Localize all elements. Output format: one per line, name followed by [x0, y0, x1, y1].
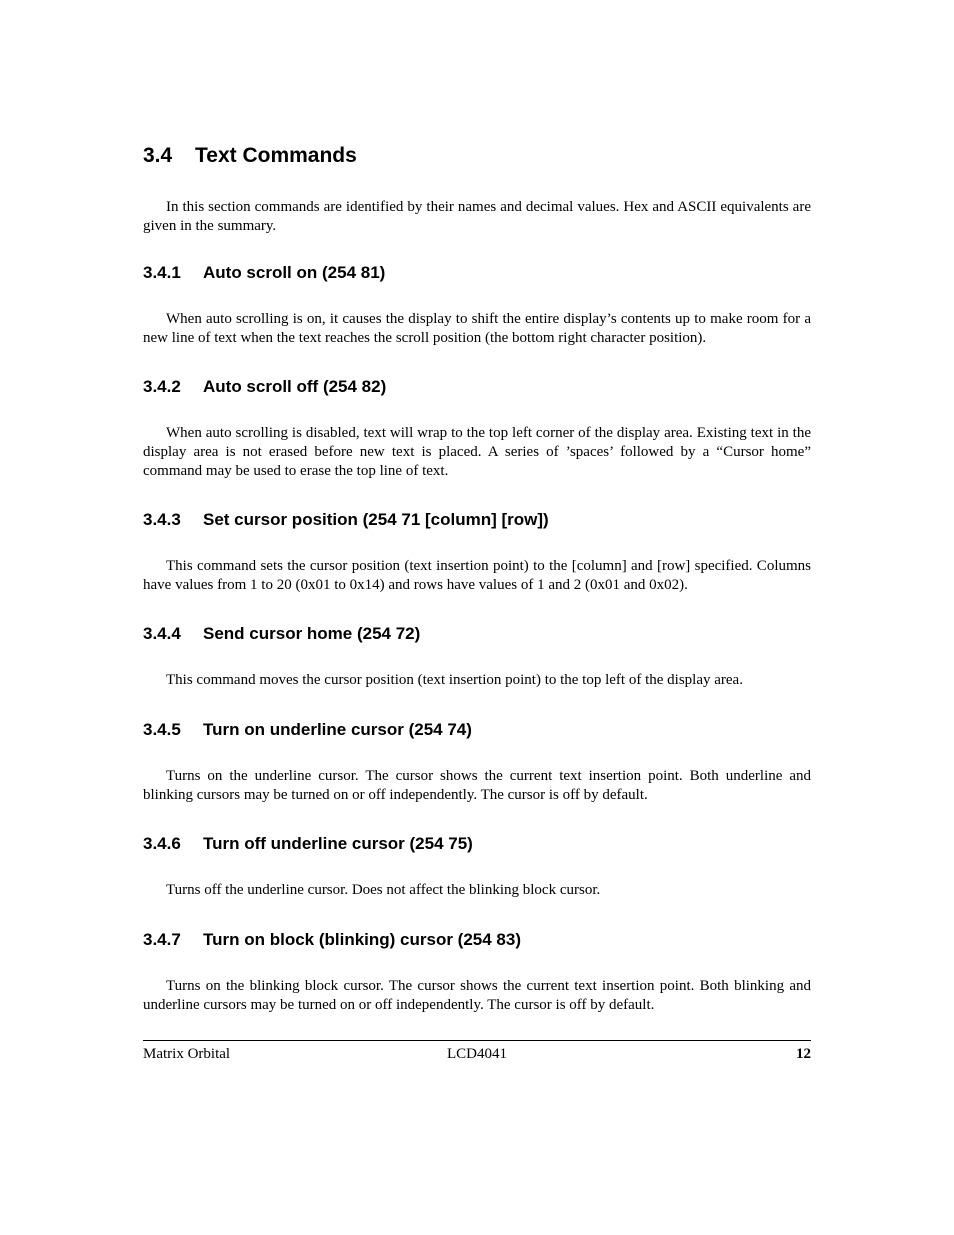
section-heading — [143, 143, 357, 169]
subsection-title: Turn on block (blinking) cursor (254 83) — [203, 930, 522, 949]
subsection-heading — [143, 376, 811, 398]
subsection-heading — [143, 929, 811, 951]
subsection-3-4-1 — [143, 262, 811, 348]
subsection-3-4-7 — [143, 929, 811, 1015]
subsection-body: When auto scrolling is on, it causes the display to shift the entire display’s contents up to make room for a new line of text when the text reaches the scroll position (the bottom right character position). — [143, 311, 811, 346]
subsection-heading — [143, 623, 811, 645]
section-title: Text Commands — [195, 144, 357, 167]
subsection-title: Turn on underline cursor (254 74) — [203, 720, 472, 739]
subsection-heading — [143, 833, 811, 855]
subsection-body: When auto scrolling is disabled, text will wrap to the top left corner of the display area. Existing text in the display area is not erased before new text is placed. A series of ’spaces’ followed by a “Cursor home” command may be used to erase the top line of text. — [143, 425, 811, 479]
subsection-title: Auto scroll off (254 82) — [203, 377, 387, 396]
subsection-number: 3.4.3 — [143, 510, 181, 529]
subsection-body: This command sets the cursor position (text insertion point) to the [column] and [row] specified. Columns have values from 1 to 20 (0x01 to 0x14) and rows have values of 1 and 2 (0x01 and 0x02). — [143, 558, 811, 593]
subsection-title: Send cursor home (254 72) — [203, 624, 421, 643]
subsection-heading — [143, 262, 811, 284]
subsection-number: 3.4.5 — [143, 720, 181, 739]
page-footer — [143, 1040, 811, 1065]
subsection-3-4-4 — [143, 623, 811, 690]
subsection-body: Turns off the underline cursor. Does not affect the blinking block cursor. — [166, 882, 601, 898]
subsection-title: Auto scroll on (254 81) — [203, 263, 386, 282]
subsection-number: 3.4.6 — [143, 834, 181, 853]
section-intro-text: In this section commands are identified by their names and decimal values. Hex and ASCII equivalents are given in the summary. — [143, 199, 811, 234]
footer-page-number: 12 — [796, 1046, 811, 1062]
subsection-body: Turns on the blinking block cursor. The cursor shows the current text insertion point. Both blinking and underline cursors may be turned on or off independently. The cursor is off by default. — [143, 978, 811, 1013]
subsection-body: This command moves the cursor position (text insertion point) to the top left of the display area. — [166, 672, 743, 688]
footer-company: Matrix Orbital — [143, 1046, 231, 1062]
subsection-3-4-3 — [143, 509, 811, 595]
subsection-number: 3.4.7 — [143, 930, 181, 949]
subsection-3-4-2 — [143, 376, 811, 481]
subsection-3-4-5 — [143, 719, 811, 805]
subsection-heading — [143, 509, 811, 531]
footer-product: LCD4041 — [447, 1046, 507, 1062]
document-page — [143, 0, 811, 1235]
subsection-3-4-6 — [143, 833, 811, 900]
subsection-title: Set cursor position (254 71 [column] [row]) — [203, 510, 549, 529]
section-number: 3.4 — [143, 144, 173, 167]
subsection-number: 3.4.4 — [143, 624, 181, 643]
subsection-number: 3.4.1 — [143, 263, 181, 282]
subsection-heading — [143, 719, 811, 741]
section-intro — [143, 198, 811, 236]
subsection-title: Turn off underline cursor (254 75) — [203, 834, 473, 853]
subsection-body: Turns on the underline cursor. The cursor shows the current text insertion point. Both underline and blinking cursors may be turned on or off independently. The cursor is off by default. — [143, 768, 811, 803]
subsection-number: 3.4.2 — [143, 377, 181, 396]
